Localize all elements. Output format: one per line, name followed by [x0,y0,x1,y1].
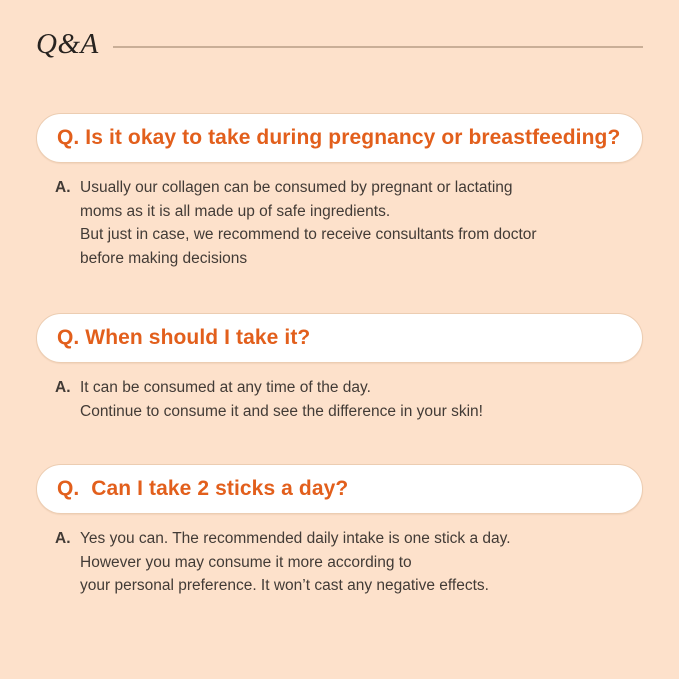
page-header [36,28,643,61]
answer [36,176,643,270]
answer-line: moms as it is all made up of safe ingredients. [80,202,391,220]
question-text: Q. Is it okay to take during pregnancy or breastfeeding? [57,126,621,150]
answer-text [80,376,643,423]
qa-item [36,464,643,598]
answer-line: It can be consumed at any time of the day. [80,379,371,397]
question-text: Q. When should I take it? [57,326,311,350]
answer-line: But just in case, we recommend to receive consultants from doctor [80,226,537,244]
answer-marker: A. [55,179,71,197]
question-pill [36,113,643,163]
answer-line: before making decisions [80,249,248,267]
answer-line: Yes you can. The recommended daily intake is one stick a day. [80,530,511,548]
page-title: Q&A [36,28,99,60]
answer-line: Usually our collagen can be consumed by pregnant or lactating [80,179,513,197]
qa-item [36,313,643,423]
title-divider [113,46,643,48]
question-pill [36,464,643,514]
question-text: Q. Can I take 2 sticks a day? [57,477,349,501]
answer [36,527,643,598]
answer-line: Continue to consume it and see the difference in your skin! [80,402,483,420]
answer-text [80,176,643,270]
answer [36,376,643,423]
answer-text [80,527,643,598]
answer-marker: A. [55,530,71,548]
question-pill [36,313,643,363]
qa-item [36,113,643,270]
answer-line: However you may consume it more according to [80,553,412,571]
answer-line: your personal preference. It won’t cast any negative effects. [80,577,489,595]
answer-marker: A. [55,379,71,397]
